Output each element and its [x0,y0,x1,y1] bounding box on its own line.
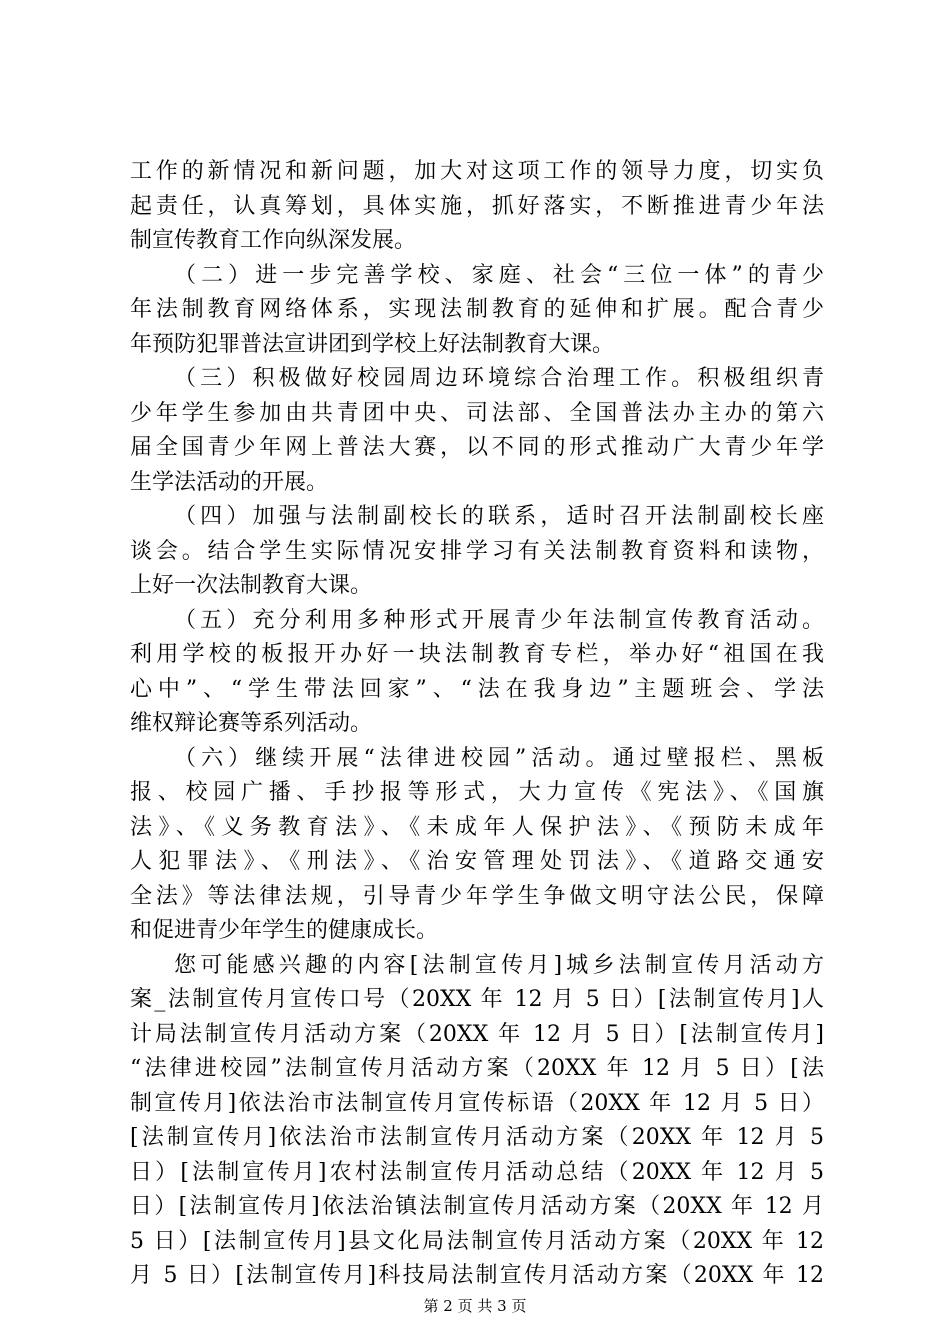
text-line: 届全国青少年网上普法大赛，以不同的形式推动广大青少年学 [130,435,824,460]
text-line: 生学法活动的开展。 [130,469,329,495]
text-line: 日）[法制宣传月]依法治镇法制宣传月活动方案（20XX 年 12 月 [130,1194,824,1219]
text-line: （三）积极做好校园周边环境综合治理工作。积极组织青 [174,366,824,391]
text-line: 案_法制宣传月宣传口号（20XX 年 12 月 5 日）[法制宣传月]人 [130,987,824,1012]
text-line: “法律进校园”法制宣传月活动方案（20XX 年 12 月 5 日）[法 [130,1056,824,1081]
text-line: 工作的新情况和新问题，加大对这项工作的领导力度，切实负 [130,159,824,184]
text-line: 全法》等法律法规，引导青少年学生争做文明守法公民，保障 [130,883,824,909]
text-line: 法》、《义务教育法》、《未成年人保护法》、《预防未成年 [130,814,824,840]
text-line: 报、校园广播、手抄报等形式，大力宣传《宪法》、《国旗 [130,780,824,805]
document-body [130,155,824,1294]
text-line: 5 日）[法制宣传月]县文化局法制宣传月活动方案（20XX 年 12 [130,1228,824,1254]
text-line: 利用学校的板报开办好一块法制教育专栏，举办好“祖国在我 [130,642,824,667]
text-line: 维权辩论赛等系列活动。 [130,711,373,736]
text-line: 上好一次法制教育大课。 [130,573,373,598]
text-line: 年预防犯罪普法宣讲团到学校上好法制教育大课。 [130,331,615,357]
text-line: 制宣传教育工作向纵深发展。 [130,228,417,253]
text-line: （六）继续开展“法律进校园”活动。通过壁报栏、黑板 [174,745,824,771]
text-line: 谈会。结合学生实际情况安排学习有关法制教育资料和读物， [130,538,824,564]
text-line: 少年学生参加由共青团中央、司法部、全国普法办主办的第六 [130,400,824,426]
text-line: 起责任，认真筹划，具体实施，抓好落实，不断推进青少年法 [130,193,824,219]
text-line: 制宣传月]依法治市法制宣传月宣传标语（20XX 年 12 月 5 日） [130,1090,824,1116]
text-line: （四）加强与法制副校长的联系，适时召开法制副校长座 [174,504,824,529]
text-line: 您可能感兴趣的内容[法制宣传月]城乡法制宣传月活动方 [174,952,824,978]
text-line: 计局法制宣传月活动方案（20XX 年 12 月 5 日）[法制宣传月] [130,1021,824,1047]
text-line: 心中”、“学生带法回家”、“法在我身边”主题班会、学法 [130,676,824,702]
text-line: 和促进青少年学生的健康成长。 [130,918,439,943]
text-line: 年法制教育网络体系，实现法制教育的延伸和扩展。配合青少 [130,297,824,322]
text-line: 日）[法制宣传月]农村法制宣传月活动总结（20XX 年 12 月 5 [130,1159,824,1185]
page-footer [0,1296,950,1316]
text-line: [法制宣传月]依法治市法制宣传月活动方案（20XX 年 12 月 5 [130,1125,824,1150]
text-line: 人犯罪法》、《刑法》、《治安管理处罚法》、《道路交通安 [130,849,824,874]
text-line: （二）进一步完善学校、家庭、社会“三位一体”的青少 [174,262,824,288]
page-number-label: 第 2 页 共 3 页 [423,1297,527,1315]
text-line: 月 5 日）[法制宣传月]科技局法制宣传月活动方案（20XX 年 12 [130,1263,824,1288]
text-line: （五）充分利用多种形式开展青少年法制宣传教育活动。 [174,607,824,633]
